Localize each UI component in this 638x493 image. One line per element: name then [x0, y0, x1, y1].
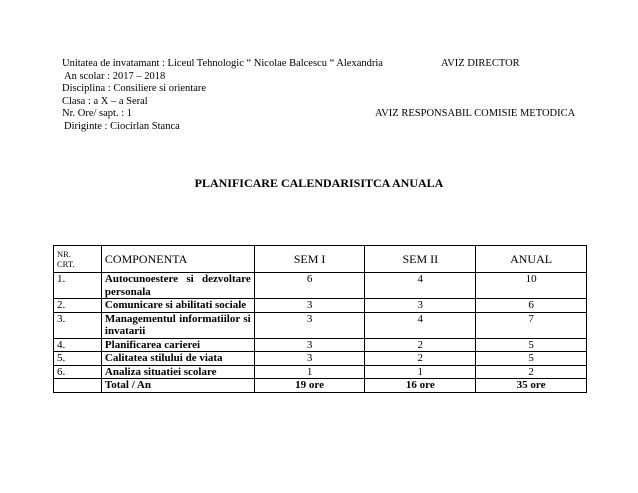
nr-ore-line: Nr. Ore/ sapt. : 1: [62, 108, 132, 120]
cell-anual: 6: [476, 299, 587, 313]
total-row: [54, 379, 587, 393]
table-row: [54, 338, 587, 352]
page-title: PLANIFICARE CALENDARISITCA ANUALA: [194, 176, 444, 190]
cell-sem1: 6: [254, 273, 365, 299]
cell-sem1: 1: [254, 365, 365, 379]
header-componenta: COMPONENTA: [101, 246, 254, 273]
an-scolar-line: An scolar : 2017 – 2018: [64, 70, 166, 82]
table-header-row: [54, 246, 587, 273]
cell-anual: 10: [476, 273, 587, 299]
cell-anual: 5: [476, 352, 587, 366]
cell-componenta: Autocunoestere si dezvoltare personala: [101, 273, 254, 299]
unitate-line: Unitatea de invatamant : Liceul Tehnologic “ Nicolae Balcescu “ Alexandria: [62, 58, 383, 69]
diriginte-line: Diriginte : Ciocirlan Stanca: [64, 120, 180, 132]
document-header: [62, 58, 383, 134]
cell-componenta: Planificarea carierei: [101, 338, 254, 352]
header-anual: ANUAL: [476, 246, 587, 273]
cell-sem2: 2: [365, 338, 476, 352]
cell-sem1: 3: [254, 312, 365, 338]
header-sem1: SEM I: [254, 246, 365, 273]
cell-nr: 3.: [54, 312, 102, 338]
disciplina-line: Disciplina : Consiliere si orientare: [62, 83, 207, 95]
table-row: [54, 273, 587, 299]
cell-nr: 1.: [54, 273, 102, 299]
cell-componenta: Managementul informatiilor si invatarii: [101, 312, 254, 338]
cell-nr: 6.: [54, 365, 102, 379]
cell-componenta: Analiza situatiei scolare: [101, 365, 254, 379]
planning-table: [53, 245, 587, 393]
cell-sem2: 4: [365, 273, 476, 299]
cell-nr: 2.: [54, 299, 102, 313]
table-row: [54, 352, 587, 366]
header-sem2: SEM II: [365, 246, 476, 273]
total-label: Total / An: [101, 379, 254, 393]
cell-nr: 5.: [54, 352, 102, 366]
total-sem2: 16 ore: [365, 379, 476, 393]
cell-componenta: Calitatea stilului de viata: [101, 352, 254, 366]
aviz-director: AVIZ DIRECTOR: [441, 58, 520, 69]
table-row: [54, 299, 587, 313]
cell-sem2: 2: [365, 352, 476, 366]
cell-sem2: 3: [365, 299, 476, 313]
clasa-line: Clasa : a X – a Seral: [62, 95, 148, 107]
cell-sem1: 3: [254, 338, 365, 352]
cell-anual: 7: [476, 312, 587, 338]
cell-sem1: 3: [254, 299, 365, 313]
table-row: [54, 365, 587, 379]
cell-sem1: 3: [254, 352, 365, 366]
header-nr-crt: NR. CRT.: [54, 246, 102, 273]
cell-sem2: 4: [365, 312, 476, 338]
total-anual: 35 ore: [476, 379, 587, 393]
table-row: [54, 312, 587, 338]
aviz-responsabil: AVIZ RESPONSABIL COMISIE METODICA: [375, 108, 576, 119]
cell-anual: 2: [476, 365, 587, 379]
cell-anual: 5: [476, 338, 587, 352]
total-sem1: 19 ore: [254, 379, 365, 393]
cell-componenta: Comunicare si abilitati sociale: [101, 299, 254, 313]
cell-nr: 4.: [54, 338, 102, 352]
cell-sem2: 1: [365, 365, 476, 379]
cell-empty: [54, 379, 102, 393]
